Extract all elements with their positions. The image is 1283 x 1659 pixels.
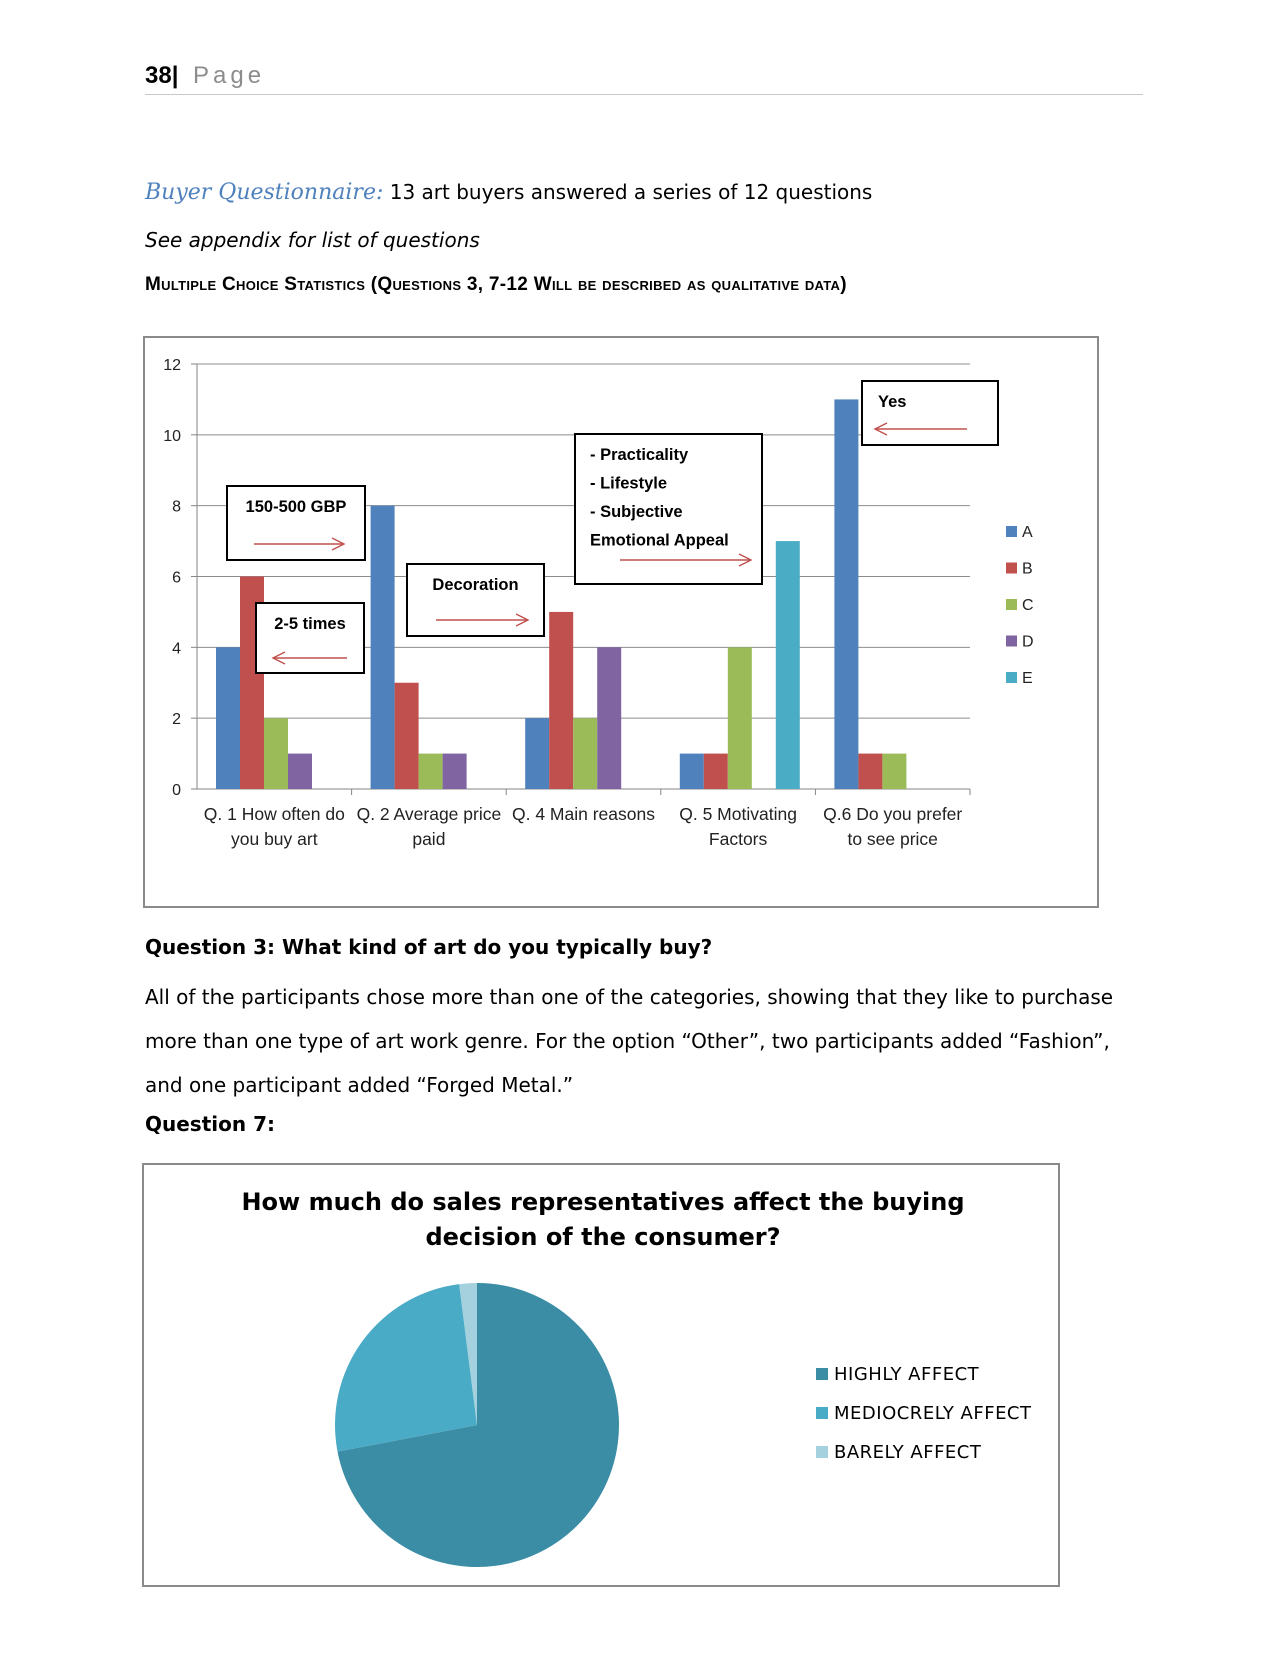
legend-swatch bbox=[1006, 599, 1017, 610]
y-tick-label: 12 bbox=[163, 357, 181, 374]
pie-slice bbox=[335, 1284, 477, 1451]
legend-label: B bbox=[1022, 560, 1033, 578]
pie-chart-canvas bbox=[144, 1165, 1062, 1589]
legend-swatch bbox=[816, 1368, 828, 1380]
annotation-text: 2-5 times bbox=[274, 615, 346, 633]
x-tick-label: Q. 5 Motivating bbox=[679, 804, 797, 824]
bar bbox=[597, 647, 621, 789]
x-tick-label: paid bbox=[412, 829, 446, 849]
bar bbox=[834, 399, 858, 789]
x-tick-label: you buy art bbox=[231, 829, 318, 849]
bar bbox=[704, 754, 728, 789]
x-tick-label: Q. 1 How often do bbox=[203, 804, 345, 824]
y-tick-label: 0 bbox=[172, 782, 181, 799]
legend-label: MEDIOCRELY AFFECT bbox=[834, 1403, 1032, 1424]
question7-heading: Question 7: bbox=[145, 1112, 275, 1136]
questionnaire-summary: 13 art buyers answered a series of 12 questions bbox=[389, 180, 873, 204]
bar-chart-canvas bbox=[145, 338, 1101, 910]
x-tick-label: to see price bbox=[847, 829, 938, 849]
appendix-note: See appendix for list of questions bbox=[145, 228, 480, 252]
x-tick-label: Q.6 Do you prefer bbox=[823, 804, 963, 824]
bar bbox=[371, 506, 395, 789]
questionnaire-intro bbox=[145, 180, 872, 205]
x-tick-label: Q. 4 Main reasons bbox=[512, 804, 655, 824]
y-tick-label: 8 bbox=[172, 498, 181, 516]
legend-label: BARELY AFFECT bbox=[834, 1442, 982, 1463]
annotation-text: - Lifestyle bbox=[590, 474, 668, 493]
legend-label: C bbox=[1022, 597, 1034, 614]
y-tick-label: 2 bbox=[172, 711, 181, 729]
annotation-text: 150-500 GBP bbox=[245, 498, 347, 516]
bar bbox=[680, 754, 704, 789]
legend-swatch bbox=[1006, 672, 1017, 683]
annotation-text: Emotional Appeal bbox=[590, 531, 729, 550]
legend-label: A bbox=[1022, 524, 1033, 541]
question3-heading: Question 3: What kind of art do you typically buy? bbox=[145, 935, 713, 959]
legend-swatch bbox=[1006, 636, 1017, 647]
page-header bbox=[145, 58, 1143, 95]
multiple-choice-heading: Multiple Choice Statistics (Questions 3, 7-12 Will be described as qualitative data) bbox=[145, 274, 847, 295]
bar bbox=[525, 718, 549, 789]
bar bbox=[395, 683, 419, 789]
bar bbox=[573, 718, 597, 789]
annotation-box bbox=[862, 381, 998, 445]
x-tick-label: Q. 2 Average price bbox=[356, 804, 502, 824]
bar bbox=[858, 754, 882, 789]
x-tick-label: Factors bbox=[708, 829, 768, 849]
legend-swatch bbox=[1006, 526, 1017, 537]
bar bbox=[728, 647, 752, 789]
annotation-text: Yes bbox=[878, 393, 907, 411]
annotation-text: Decoration bbox=[432, 576, 519, 594]
bar bbox=[216, 647, 240, 789]
y-tick-label: 6 bbox=[172, 569, 181, 587]
y-tick-label: 10 bbox=[163, 427, 181, 445]
question3-body: All of the participants chose more than one of the categories, showing that they like to purchase more than one type of art work genre. For the option “Other”, two participants added “Fashion”, and one participant added “Forged Metal.” bbox=[145, 985, 1114, 1097]
questionnaire-title: Buyer Questionnaire: bbox=[145, 180, 384, 205]
bar bbox=[776, 541, 800, 789]
pie-chart bbox=[142, 1163, 1060, 1587]
y-tick-label: 4 bbox=[172, 640, 181, 658]
bar bbox=[419, 754, 443, 789]
bar bbox=[288, 754, 312, 789]
legend-swatch bbox=[816, 1446, 828, 1458]
page-number: 38| bbox=[145, 62, 179, 89]
page-label: Page bbox=[193, 62, 266, 89]
bar bbox=[549, 612, 573, 789]
annotation-text: - Practicality bbox=[590, 446, 689, 464]
annotation-text: - Subjective bbox=[590, 503, 683, 521]
legend-label: E bbox=[1022, 670, 1033, 687]
pie-title-line: How much do sales representatives affect the buying bbox=[241, 1188, 965, 1216]
legend-label: HIGHLY AFFECT bbox=[834, 1364, 980, 1385]
legend-label: D bbox=[1022, 633, 1034, 651]
bar bbox=[882, 754, 906, 789]
annotation-box bbox=[407, 564, 544, 636]
annotation-box bbox=[256, 603, 364, 673]
pie-title-line: decision of the consumer? bbox=[425, 1223, 781, 1251]
bar bbox=[443, 754, 467, 789]
bar-chart bbox=[143, 336, 1099, 908]
legend-swatch bbox=[1006, 563, 1017, 574]
legend-swatch bbox=[816, 1407, 828, 1419]
bar bbox=[264, 718, 288, 789]
